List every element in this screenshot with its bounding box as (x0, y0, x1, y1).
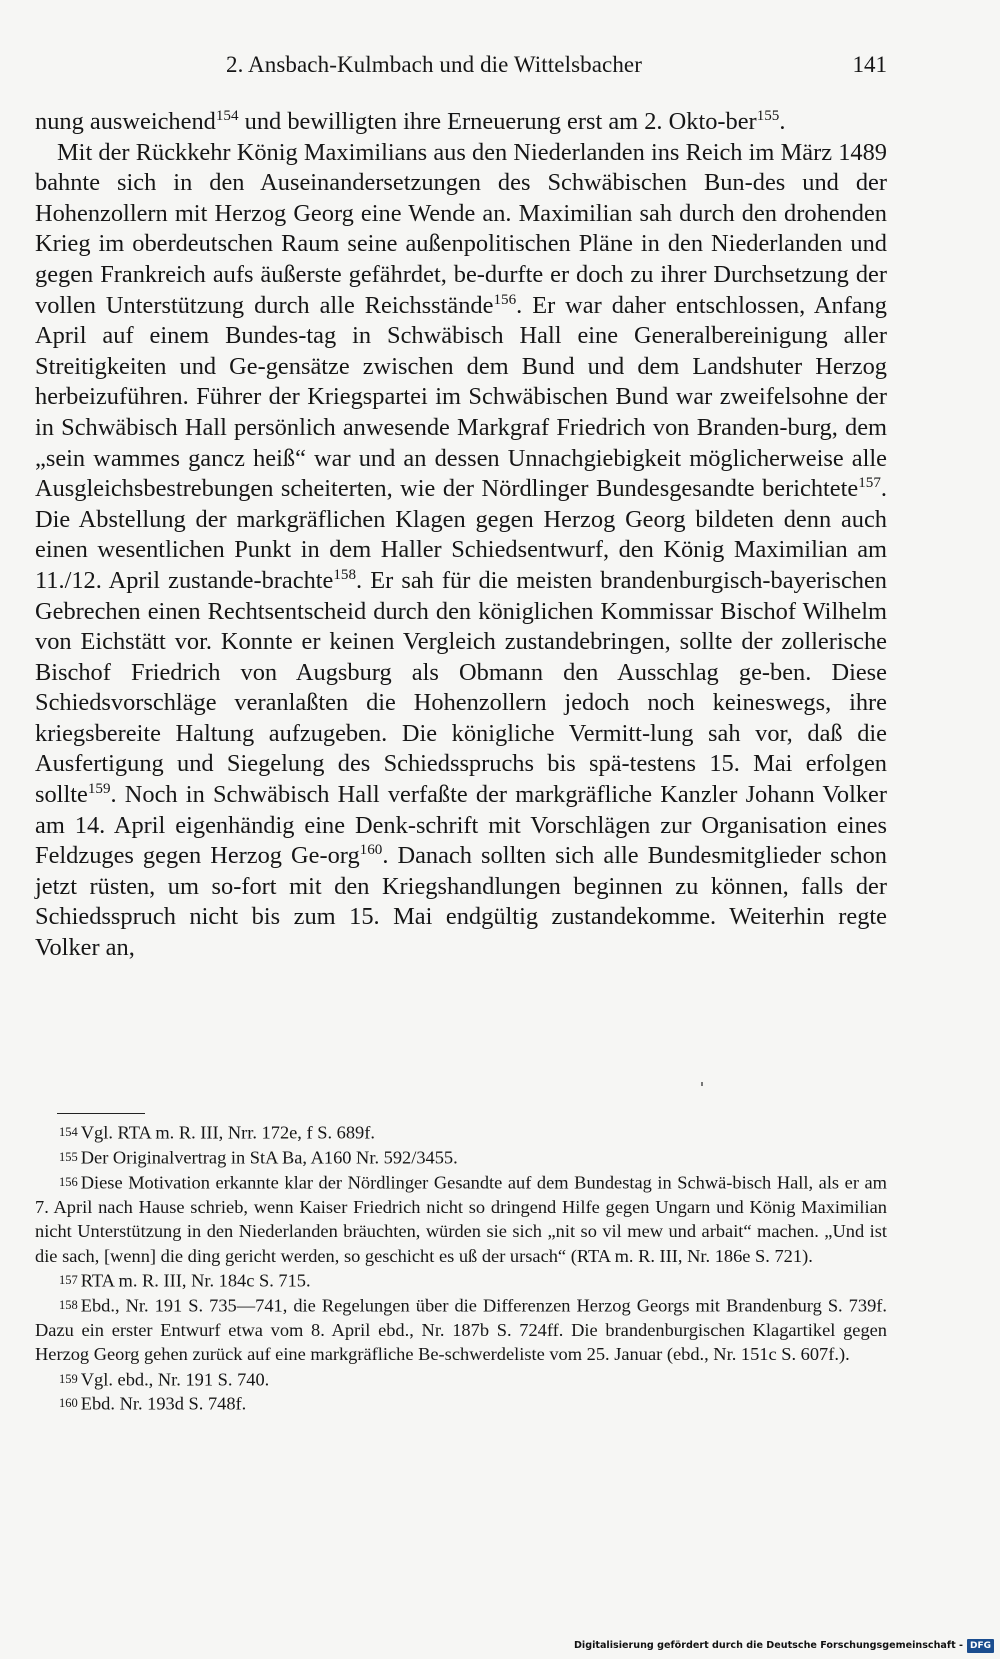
footnote-155 (35, 1145, 887, 1170)
footnote-text: Ebd. Nr. 193d S. 748f. (80, 1393, 247, 1414)
credit-text: Digitalisierung gefördert durch die Deutsche Forschungsgemeinschaft - (573, 1640, 963, 1651)
text-run: Mit der Rückkehr König Maximilians aus den Niederlanden ins Reich im März 1489 bahnte sich in den Auseinandersetzungen des Schwäbischen Bun-des und der Hohenzollern mit Herzog Georg eine Wende an. Maximilian sah durch den drohenden Krieg im oberdeutschen Raum seine außenpolitischen Pläne in den Niederlanden und gegen Frankreich aufs äußerste gefährdet, be-durfte er doch zu ihrer Durchsetzung der vollen Unterstützung durch alle Reichsstände (35, 138, 887, 319)
footnote-159 (35, 1367, 887, 1392)
footnote-160 (35, 1391, 887, 1416)
main-text (35, 107, 887, 964)
footnote-ref-154[interactable]: 154 (215, 108, 239, 125)
text-run: . Noch in Schwäbisch Hall verfaßte der markgräfliche Kanzler Johann Volker am 14. April eigenhändig eine Denk-schrift mit Vorschlägen zur Organisation eines Feldzuges gegen Herzog Ge-org (35, 781, 887, 870)
text-run: . Er war daher entschlossen, Anfang April auf einem Bundes-tag in Schwäbisch Hall eine Generalbereinigung aller Streitigkeiten und Ge-gensätze zwischen dem Bund und dem Landshuter Herzog herbeizuführen. Führer der Kriegspartei im Schwäbischen Bund war zweifelsohne der in Schwäbisch Hall persönlich anwesende Markgraf Friedrich von Branden-burg, dem „sein wammes gancz heiß“ war und an dessen Unnachgiebigkeit möglicherweise alle Ausgleichsbestrebungen scheiterten, wie der Nördlinger Bundesgesandte berichtete (35, 291, 887, 503)
text-run: und bewilligten ihre Erneuerung erst am 2. Okto-ber (238, 108, 757, 135)
text-run: . (779, 108, 786, 135)
footnote-separator (57, 1113, 145, 1114)
footnote-157 (35, 1268, 887, 1293)
scan-speck (701, 1082, 703, 1086)
footnote-text: Vgl. ebd., Nr. 191 S. 740. (80, 1369, 270, 1390)
footnote-ref-156[interactable]: 156 (493, 291, 517, 308)
footnote-number: 158 (59, 1297, 78, 1312)
chapter-title: 2. Ansbach-Kulmbach und die Wittelsbacher (226, 52, 642, 77)
text-run: . Die Abstellung der markgräflichen Klagen gegen Herzog Georg bildeten denn auch einen wesentlichen Punkt in dem Haller Schiedsentwurf, den König Maximilian am 11./12. April zustande-brachte (35, 475, 887, 594)
footnote-ref-157[interactable]: 157 (858, 475, 881, 492)
running-header (226, 50, 887, 80)
text-run: . Er sah für die meisten brandenburgisch-bayerischen Gebrechen einen Rechtsentscheid durch den königlichen Kommissar Bischof Wilhelm von Eichstätt vor. Konnte er keinen Vergleich zustandebringen, sollte der zollerische Bischof Friedrich von Augsburg als Obmann den Ausschlag ge-ben. Diese Schiedsvorschläge veranlaßten die Hohenzollern jedoch noch keineswegs, ihre kriegsbereite Haltung aufzugeben. Die königliche Vermitt-lung sah vor, daß die Ausfertigung und Siegelung des Schiedsspruchs bis spä-testens 15. Mai erfolgen sollte (35, 566, 887, 809)
digitization-credit (574, 1638, 994, 1654)
footnote-ref-158[interactable]: 158 (333, 567, 357, 584)
text-run: nung ausweichend (35, 108, 216, 135)
footnote-158 (35, 1293, 887, 1367)
footnote-text: RTA m. R. III, Nr. 184c S. 715. (80, 1270, 311, 1291)
footnote-text: Der Originalvertrag in StA Ba, A160 Nr. 592/3455. (80, 1147, 458, 1168)
footnote-number: 154 (59, 1125, 78, 1139)
footnotes (35, 1120, 887, 1416)
footnote-ref-160[interactable]: 160 (359, 842, 383, 859)
footnote-number: 156 (59, 1174, 78, 1189)
footnote-156 (35, 1170, 887, 1268)
footnote-number: 155 (59, 1149, 78, 1164)
paragraph-2 (35, 138, 887, 964)
paragraph-1 (35, 107, 887, 138)
dfg-logo: DFG (967, 1639, 994, 1653)
footnote-154 (35, 1120, 887, 1145)
footnote-text: Ebd., Nr. 191 S. 735—741, die Regelungen über die Differenzen Herzog Georgs mit Brandenburg S. 739f. Dazu ein erster Entwurf etwa vom 8. April ebd., Nr. 187b S. 724ff. Die brandenburgischen Klagartikel gegen Herzog Georg gehen zurück auf eine markgräfliche Be-schwerdeliste vom 25. Januar (ebd., Nr. 151c S. 607f.). (35, 1295, 887, 1365)
text-run: . Danach sollten sich alle Bundesmitglieder schon jetzt rüsten, um so-fort mit den Kriegshandlungen beginnen zu können, falls der Schiedsspruch nicht bis zum 15. Mai endgültig zustandekomme. Weiterhin regte Volker an, (35, 842, 888, 962)
footnote-number: 160 (59, 1396, 78, 1411)
footnote-number: 157 (59, 1272, 78, 1287)
footnote-number: 159 (59, 1371, 78, 1386)
footnote-ref-159[interactable]: 159 (87, 781, 111, 798)
page-number: 141 (852, 52, 887, 77)
footnote-ref-155[interactable]: 155 (756, 108, 780, 125)
footnote-text: Diese Motivation erkannte klar der Nördlinger Gesandte auf dem Bundestag in Schwä-bisch Hall, als er am 7. April nach Hause schrieb, wenn Kaiser Friedrich nicht so dringend Hilfe gegen Ungarn und König Maximilian nicht Unterstützung in den Niederlanden bräuchten, würden sie sich „nit so vil mew und arbait“ machen. „Und ist die sach, [wenn] die ding gericht werden, so geschicht es uß der ursach“ (RTA m. R. III, Nr. 186e S. 721). (35, 1172, 887, 1266)
footnote-text: Vgl. RTA m. R. III, Nrr. 172e, f S. 689f. (80, 1122, 375, 1143)
